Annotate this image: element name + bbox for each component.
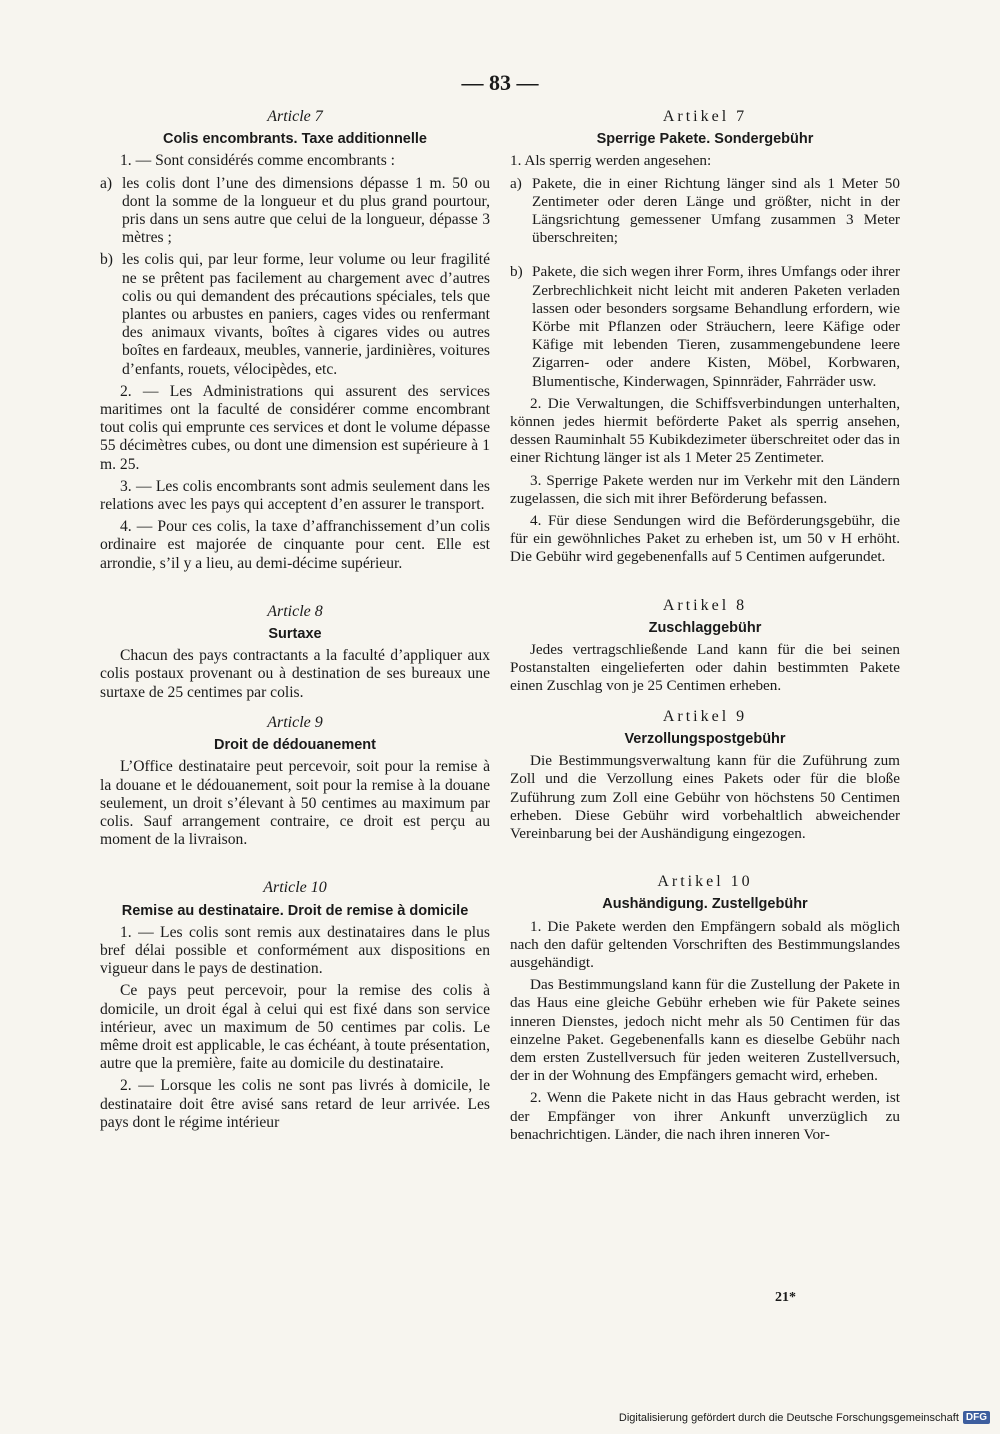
item-text: les colis qui, par leur forme, leur volume ou leur fragilité ne se prêtent pas facilement au chargement avec d’autres colis ou qui demandent des précautions spéciales, tels que plantes ou arbustes en paniers, cages vides ou renfermant des animaux vivants, boîtes à cigares vides ou autres boîtes en fardeaux, meubles, vannerie, jardinières, voitures d’enfants, rouets, vélocipèdes, etc. — [122, 251, 490, 378]
article-10-heading: Remise au destinataire. Droit de remise à domicile — [121, 902, 469, 919]
artikel-9-heading: Verzollungspostgebühr — [624, 730, 786, 747]
article-9-title: Article 9 — [267, 713, 323, 731]
artikel-7-heading: Sperrige Pakete. Sondergebühr — [596, 131, 814, 148]
artikel-10-title: Artikel 10 — [657, 873, 753, 891]
artikel-8-heading: Zuschlaggebühr — [648, 619, 762, 636]
artikel-7-para-4: 4. Für diese Sendungen wird die Beförderungsgebühr, die für ein gewöhnliches Paket zu erheben ist, um 50 v H erhöht. Die Gebühr wird gegebenenfalls auf 5 Centimen aufgerundet. — [510, 512, 900, 566]
artikel-9-para-1: Die Bestimmungsverwaltung kann für die Zuführung zum Zoll und die Verzollung eines Pakets oder für die bloße Zuführung zum Zoll eine Gebühr von höchstens 50 Centimen erheben. Diese Gebühr wird vorbehaltlich abweichender Vereinbarung bei der Aushändigung eingezogen. — [510, 752, 900, 842]
article-10-para-1: 1. — Les colis sont remis aux destinataires dans le plus bref délai possible et conformément aux dispositions en vigueur dans le pays de destination. — [100, 923, 490, 978]
artikel-7-para-1: 1. Als sperrig werden angesehen: — [510, 152, 712, 170]
artikel-10-para-1: 1. Die Pakete werden den Empfängern sobald als möglich nach den dafür geltenden Vorschriften des Bestimmungslandes ausgehändigt. — [510, 917, 900, 971]
article-10-para-1b: Ce pays peut percevoir, pour la remise des colis à domicile, un droit égal à celui qui est fixé dans son service intérieur, avec un maximum de 50 centimes par colis. Le même droit est applicable, le cas échéant, à toute présentation, autre que la première, faite au domicile du destinataire. — [100, 982, 490, 1073]
article-7-title: Article 7 — [267, 108, 323, 125]
page-number: — 83 — — [461, 70, 539, 95]
item-text: Pakete, die sich wegen ihrer Form, ihres Umfangs oder ihrer Zerbrechlichkeit nicht leicht mit anderen Paketen verladen lassen oder besonders sorgsame Behandlung erfordern, wie Körbe mit Pflanzen oder Sträuchern, leere Käfige oder Käfige mit lebenden Tieren, zusammengebundene leere Zigarren- oder andere Kisten, Möbel, Korbwaren, Blumentische, Kinderwagen, Spinnräder, Fahrräder usw. — [532, 263, 900, 390]
article-10-para-2: 2. — Lorsque les colis ne sont pas livrés à domicile, le destinataire doit être avisé sans retard de leur arrivée. Les pays dont le régime intérieur — [100, 1077, 490, 1131]
article-7-para-4: 4. — Pour ces colis, la taxe d’affranchissement d’un colis ordinaire est majorée de cinquante pour cent. Elle est arrondie, s’il y a lieu, au demi-décime supérieur. — [100, 518, 490, 572]
article-8-para-1: Chacun des pays contractants a la faculté d’appliquer aux colis postaux provenant ou à destination de ses bureaux une surtaxe de 25 centimes par colis. — [100, 647, 490, 701]
article-7-item-b — [100, 251, 490, 378]
item-text: les colis dont l’une des dimensions dépasse 1 m. 50 ou dont la somme de la longueur et du plus grand pourtour, pris dans un sens autre que celui de la longueur, dépasse 3 mètres ; — [122, 174, 490, 247]
item-text: Pakete, die in einer Richtung länger sind als 1 Meter 50 Zentimeter oder deren Länge und größter, nicht in der Längsrichtung gemessener Umfang zusammen 3 Meter überschreiten; — [532, 174, 900, 247]
dfg-logo-icon: DFG — [963, 1411, 990, 1424]
article-7-item-a — [100, 175, 490, 248]
artikel-7-item-b — [510, 263, 900, 390]
german-column — [510, 108, 900, 1148]
article-8-heading: Surtaxe — [268, 626, 322, 643]
article-7-heading: Colis encombrants. Taxe additionnelle — [162, 131, 427, 148]
artikel-7-item-a — [510, 175, 900, 248]
article-7-para-2: 2. — Les Administrations qui assurent des services maritimes ont la faculté de considérer comme encombrant tout colis qui emprunte ces services et dont le volume dépasse 55 décimètres cubes, ou dont une dimension est supérieure à 1 m. 25. — [100, 382, 490, 473]
article-9-para-1: L’Office destinataire peut percevoir, soit pour la remise à la douane et le dédouanement, soit pour la remise à la douane seulement, un droit s’élevant à 50 centimes au maximum par colis. Sauf arrangement contraire, ce droit est perçu au moment de la livraison. — [100, 758, 490, 849]
artikel-8-title: Artikel 8 — [662, 596, 748, 614]
article-8-title: Article 8 — [267, 602, 323, 620]
artikel-10-para-1b: Das Bestimmungsland kann für die Zustellung der Pakete in das Haus eine gleiche Gebühr erheben wie für Pakete seines inneren Dienstes, jedoch nicht mehr als 50 Centimen für das einzelne Paket. Gegebenenfalls kann es dieselbe Gebühr nach dem ersten Zustellversuch für jeden weiteren Zustellversuch, der in der Wohnung des Empfängers gemacht wird, erheben. — [510, 976, 900, 1085]
artikel-7-para-2: 2. Die Verwaltungen, die Schiffsverbindungen unterhalten, können jedes hiermit beförderte Paket als sperrig ansehen, dessen Rauminhalt 55 Kubikdezimeter überschreitet oder das in einer Richtung länger ist als 1 Meter 25 Zentimeter. — [510, 394, 900, 467]
item-label: a) — [100, 174, 113, 192]
item-label: b) — [510, 263, 523, 281]
artikel-7-title: Artikel 7 — [662, 108, 748, 125]
artikel-7-para-3: 3. Sperrige Pakete werden nur im Verkehr mit den Ländern zugelassen, die sich mit ihrer Beförderung befassen. — [510, 471, 900, 507]
artikel-10-para-2: 2. Wenn die Pakete nicht in das Haus gebracht werden, ist der Empfänger von ihrer Ankunft unverzüglich zu benachrichtigen. Länder, die nach ihren inneren Vor- — [510, 1089, 900, 1143]
digitization-footer — [619, 1411, 990, 1424]
french-column — [100, 108, 490, 1136]
artikel-9-title: Artikel 9 — [662, 707, 748, 725]
artikel-8-para-1: Jedes vertragschließende Land kann für die bei seinen Postanstalten eingelieferten oder dahin bestimmten Pakete einen Zuschlag von je 25 Centimen erheben. — [510, 641, 900, 695]
article-7-para-1: 1. — Sont considérés comme encombrants : — [120, 152, 395, 170]
article-7-para-3: 3. — Les colis encombrants sont admis seulement dans les relations avec les pays qui acceptent d’en assurer le transport. — [100, 477, 490, 514]
sheet-number: 21* — [775, 1290, 796, 1305]
item-label: b) — [100, 251, 113, 269]
item-label: a) — [510, 174, 522, 192]
article-10-title: Article 10 — [263, 879, 327, 897]
footer-text: Digitalisierung gefördert durch die Deutsche Forschungsgemeinschaft — [618, 1411, 959, 1424]
artikel-10-heading: Aushändigung. Zustellgebühr — [602, 896, 808, 913]
article-9-heading: Droit de dédouanement — [214, 737, 376, 754]
